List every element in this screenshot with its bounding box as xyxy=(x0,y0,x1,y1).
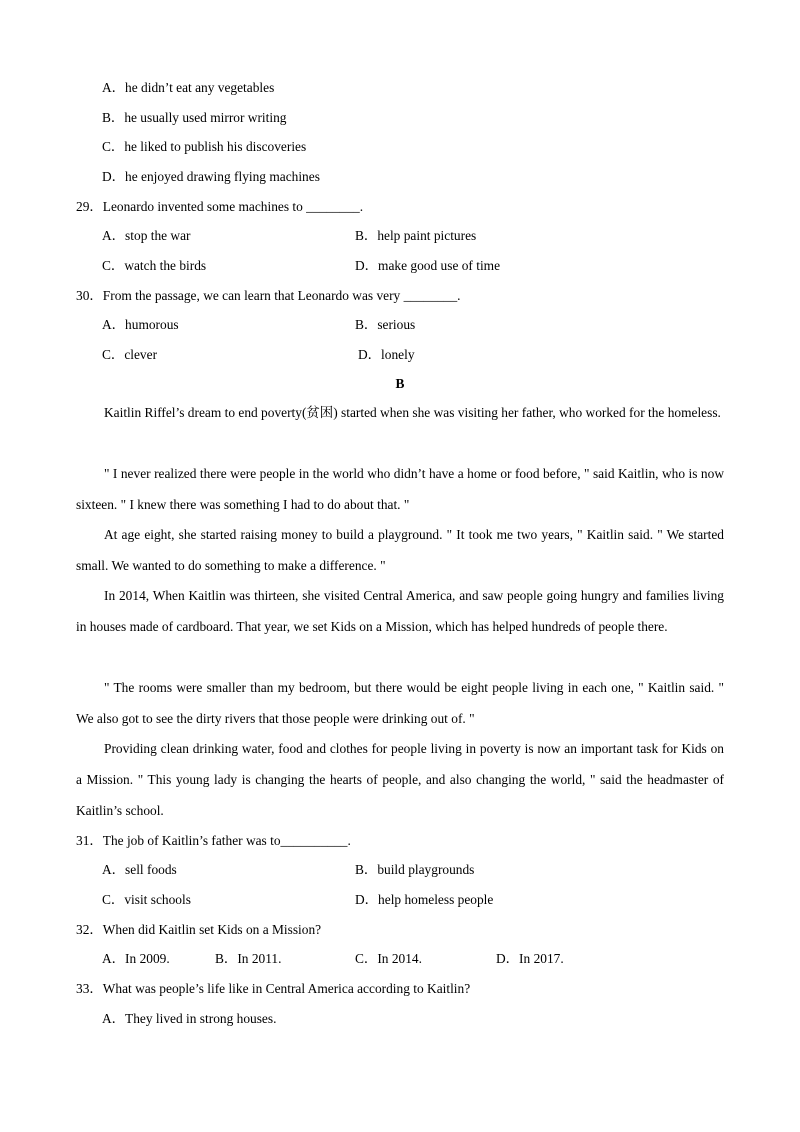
q31-option-b[interactable]: B．build playgrounds xyxy=(355,862,475,877)
q32-stem: 32．When did Kaitlin set Kids on a Mission? xyxy=(76,922,322,937)
q32-option-c[interactable]: C．In 2014. xyxy=(355,951,422,966)
passage-paragraph: Providing clean drinking water, food and clothes for people living in poverty is now an important task for Kids on a Mission. " This young lady is changing the hearts of people, and also changing the world, " said the headmaster of Kaitlin’s school. xyxy=(76,741,724,818)
q29-option-b[interactable]: B．help paint pictures xyxy=(355,228,477,243)
q30-option-b[interactable]: B．serious xyxy=(355,317,416,332)
q32-option-b[interactable]: B．In 2011. xyxy=(215,951,282,966)
passage-paragraph: " The rooms were smaller than my bedroom, but there would be eight people living in each one, " Kaitlin said. " We also got to see the dirty rivers that those people were drinking out of. " xyxy=(76,680,724,726)
q28-option-d[interactable]: D．he enjoyed drawing flying machines xyxy=(102,169,320,184)
passage-paragraph: " I never realized there were people in the world who didn’t have a home or food before, " said Kaitlin, who is now sixteen. " I knew there was something I had to do about that. " xyxy=(76,466,724,512)
passage-paragraph: Kaitlin Riffel’s dream to end poverty(贫困) started when she was visiting her father, who worked for the homeless. xyxy=(104,405,721,420)
q28-option-b[interactable]: B．he usually used mirror writing xyxy=(102,110,287,125)
q29-option-d[interactable]: D．make good use of time xyxy=(355,258,501,273)
q32-option-a[interactable]: A．In 2009. xyxy=(102,951,170,966)
q30-stem: 30．From the passage, we can learn that Leonardo was very ________. xyxy=(76,288,461,303)
q33-option-a[interactable]: A．They lived in strong houses. xyxy=(102,1011,277,1026)
q31-option-a[interactable]: A．sell foods xyxy=(102,862,177,877)
q31-option-d[interactable]: D．help homeless people xyxy=(355,892,494,907)
q30-option-a[interactable]: A．humorous xyxy=(102,317,179,332)
q28-option-c[interactable]: C．he liked to publish his discoveries xyxy=(102,139,307,154)
q30-option-c[interactable]: C．clever xyxy=(102,347,158,362)
section-b-title: B xyxy=(395,376,405,391)
q29-stem: 29．Leonardo invented some machines to ________. xyxy=(76,199,364,214)
passage-paragraph: In 2014, When Kaitlin was thirteen, she visited Central America, and saw people going hungry and families living in houses made of cardboard. That year, we set Kids on a Mission, which has helped hundreds of people there. xyxy=(76,588,724,634)
q30-option-d[interactable]: D．lonely xyxy=(358,347,415,362)
q31-stem: 31．The job of Kaitlin’s father was to__________. xyxy=(76,833,351,848)
passage-paragraph: At age eight, she started raising money to build a playground. " It took me two years, " Kaitlin said. " We started small. We wanted to do something to make a difference. " xyxy=(76,527,724,573)
q32-option-d[interactable]: D．In 2017. xyxy=(496,951,564,966)
q29-option-a[interactable]: A．stop the war xyxy=(102,228,191,243)
q28-option-a[interactable]: A．he didn’t eat any vegetables xyxy=(102,80,275,95)
q31-option-c[interactable]: C．visit schools xyxy=(102,892,191,907)
q33-stem: 33．What was people’s life like in Central America according to Kaitlin? xyxy=(76,981,471,996)
q29-option-c[interactable]: C．watch the birds xyxy=(102,258,207,273)
